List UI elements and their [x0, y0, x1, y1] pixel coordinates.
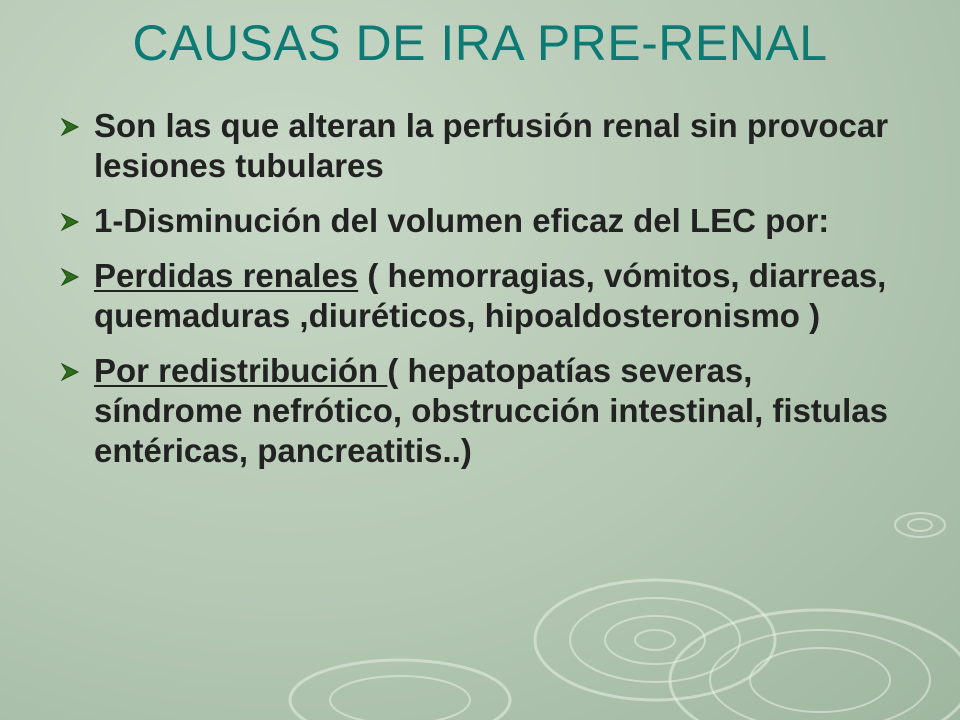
arrow-right-icon — [60, 213, 80, 231]
bullet-text: Son las que alteran la perfusión renal sin provocar lesiones tubulares — [94, 107, 889, 184]
bullet-text: ( hepatopatías severas, síndrome nefrótico, obstrucción intestinal, fistulas entéricas, pancreatitis..) — [94, 352, 888, 469]
bullet-list — [58, 106, 908, 486]
bullet-definition — [58, 106, 908, 186]
slide-title: CAUSAS DE IRA PRE-RENAL — [132, 15, 828, 71]
bullet-volume-decrease — [58, 201, 908, 241]
bullet-renal-losses — [58, 256, 908, 336]
bullet-text: ( hemorragias, vómitos, diarreas, quemaduras ,diuréticos, hipoaldosteronismo ) — [94, 257, 887, 334]
bullet-lead: Por redistribución — [94, 352, 388, 389]
arrow-right-icon — [60, 268, 80, 286]
bullet-text: 1-Disminución del volumen eficaz del LEC por: — [94, 202, 830, 239]
arrow-right-icon — [60, 118, 80, 136]
arrow-right-icon — [60, 363, 80, 381]
bullet-redistribution — [58, 351, 908, 471]
bullet-lead: Perdidas renales — [94, 257, 359, 294]
